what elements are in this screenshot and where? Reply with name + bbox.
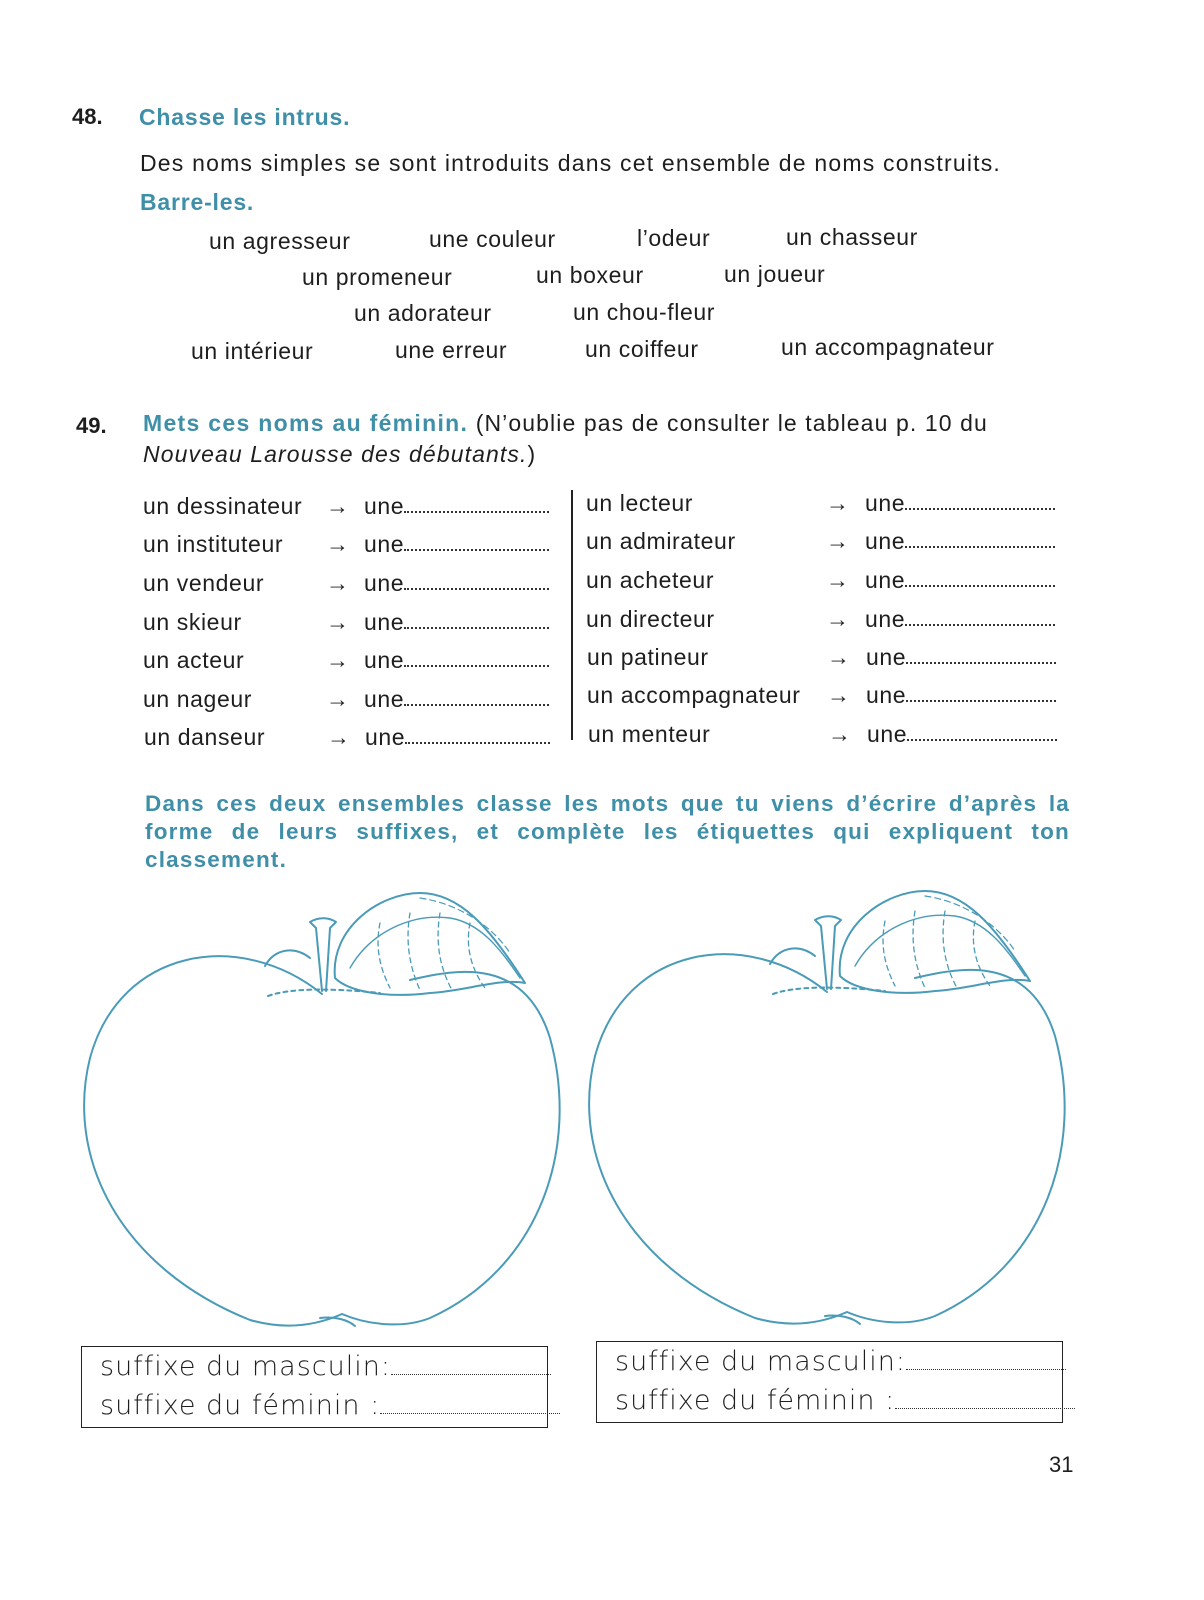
answer-blank[interactable]	[364, 647, 404, 674]
masculine-noun: un patineur	[587, 644, 709, 670]
feminine-suffix-line[interactable]	[100, 1390, 560, 1421]
exercise-49-heading	[143, 408, 1068, 470]
blank-prefix: une	[364, 570, 405, 596]
arrow-icon: →	[827, 682, 851, 708]
word-item[interactable]: un joueur	[724, 261, 826, 287]
feminine-suffix-line[interactable]	[615, 1385, 1075, 1416]
classification-instruction: Dans ces deux ensembles classe les mots que tu viens d’écrire d’après la forme de leurs suffixes, et complète les étiquettes qui expliquent ton classement.	[145, 791, 1070, 872]
word-item[interactable]: un coiffeur	[585, 336, 699, 362]
masculine-noun: un acheteur	[586, 567, 715, 593]
answer-blank[interactable]	[865, 528, 905, 555]
word-item[interactable]: une erreur	[395, 337, 508, 363]
masculine-noun: un lecteur	[586, 490, 694, 516]
apple-drawing-left[interactable]	[80, 888, 565, 1338]
answer-blank[interactable]	[865, 567, 905, 594]
word-item[interactable]: un accompagnateur	[781, 334, 995, 360]
dotted-line	[895, 1388, 1075, 1409]
answer-blank[interactable]	[866, 682, 906, 709]
masculine-noun: un danseur	[144, 724, 266, 750]
word-item[interactable]: un boxeur	[536, 262, 644, 288]
arrow-icon: →	[826, 567, 850, 593]
feminine-suffix-label: suffixe du féminin :	[100, 1390, 381, 1421]
arrow-icon: →	[826, 528, 850, 554]
answer-blank[interactable]	[364, 609, 404, 636]
dotted-line	[905, 567, 1055, 587]
exercise-48-sub-instruction: Barre-les.	[140, 189, 255, 215]
masculine-suffix-line[interactable]	[615, 1346, 1066, 1377]
arrow-icon: →	[326, 493, 350, 519]
dotted-line	[906, 644, 1056, 664]
dotted-line	[907, 721, 1057, 741]
dotted-line	[906, 682, 1056, 702]
blank-prefix: une	[365, 724, 406, 750]
masculine-noun: un skieur	[143, 609, 242, 635]
blank-prefix: une	[865, 567, 906, 593]
answer-blank[interactable]	[364, 493, 404, 520]
word-item[interactable]: un adorateur	[354, 300, 492, 326]
word-item[interactable]: un agresseur	[209, 228, 351, 254]
dotted-line	[906, 1349, 1066, 1370]
word-item[interactable]: un chou-fleur	[573, 299, 716, 325]
arrow-icon: →	[826, 606, 850, 632]
arrow-icon: →	[826, 490, 850, 516]
dotted-line	[404, 647, 549, 667]
blank-prefix: une	[364, 531, 405, 557]
dotted-line	[404, 570, 549, 590]
exercise-48-title: Chasse les intrus.	[139, 104, 351, 130]
answer-blank[interactable]	[365, 724, 405, 751]
dotted-line	[404, 531, 549, 551]
arrow-icon: →	[827, 644, 851, 670]
word-item[interactable]: un chasseur	[786, 224, 918, 250]
dotted-line	[405, 724, 550, 744]
suffix-label-right	[596, 1341, 1063, 1423]
word-item[interactable]: l’odeur	[637, 225, 711, 251]
blank-prefix: une	[866, 644, 907, 670]
arrow-icon: →	[326, 609, 350, 635]
masculine-noun: un instituteur	[143, 531, 284, 557]
blank-prefix: une	[867, 721, 908, 747]
word-item[interactable]: une couleur	[429, 226, 556, 252]
blank-prefix: une	[865, 528, 906, 554]
masculine-noun: un accompagnateur	[587, 682, 801, 708]
dotted-line	[391, 1354, 551, 1375]
answer-blank[interactable]	[866, 644, 906, 671]
exercise-48-instruction: Des noms simples se sont introduits dans cet ensemble de noms construits.	[140, 150, 1002, 176]
exercise-49-number: 49.	[76, 413, 107, 438]
exercise-49-title: Mets ces noms au féminin.	[143, 410, 469, 436]
answer-blank[interactable]	[364, 686, 404, 713]
arrow-icon: →	[326, 570, 350, 596]
suffix-label-left	[81, 1346, 548, 1428]
blank-prefix: une	[364, 686, 405, 712]
blank-prefix: une	[364, 647, 405, 673]
masculine-noun: un directeur	[586, 606, 715, 632]
masculine-noun: un menteur	[588, 721, 711, 747]
apple-drawing-right[interactable]	[585, 886, 1070, 1336]
arrow-icon: →	[326, 531, 350, 557]
exercise-49-note: (N’oublie pas de consulter le tableau p. 10 du	[475, 410, 988, 436]
answer-blank[interactable]	[865, 490, 905, 517]
arrow-icon: →	[326, 686, 350, 712]
masculine-noun: un nageur	[143, 686, 252, 712]
dotted-line	[905, 490, 1055, 510]
masculine-noun: un admirateur	[586, 528, 736, 554]
word-item[interactable]: un promeneur	[302, 264, 453, 290]
arrow-icon: →	[326, 647, 350, 673]
exercise-48-number: 48.	[72, 104, 103, 129]
arrow-icon: →	[828, 721, 852, 747]
page-number: 31	[1049, 1452, 1074, 1477]
feminine-suffix-label: suffixe du féminin :	[615, 1385, 896, 1416]
dotted-line	[905, 528, 1055, 548]
masculine-noun: un vendeur	[143, 570, 265, 596]
dictionary-title: Nouveau Larousse des débutants.	[143, 441, 528, 467]
masculine-noun: un dessinateur	[143, 493, 303, 519]
arrow-icon: →	[327, 724, 351, 750]
blank-prefix: une	[364, 609, 405, 635]
answer-blank[interactable]	[867, 721, 907, 748]
dotted-line	[404, 609, 549, 629]
blank-prefix: une	[865, 490, 906, 516]
blank-prefix: une	[364, 493, 405, 519]
dotted-line	[404, 686, 549, 706]
answer-blank[interactable]	[865, 606, 905, 633]
answer-blank[interactable]	[364, 570, 404, 597]
masculine-noun: un acteur	[143, 647, 245, 673]
answer-blank[interactable]	[364, 531, 404, 558]
note-close-paren: )	[527, 441, 537, 467]
dotted-line	[380, 1393, 560, 1414]
masculine-suffix-label: suffixe du masculin:	[615, 1346, 906, 1377]
column-divider	[571, 490, 573, 740]
blank-prefix: une	[865, 606, 906, 632]
dotted-line	[404, 493, 549, 513]
word-item[interactable]: un intérieur	[191, 338, 314, 364]
dotted-line	[905, 606, 1055, 626]
masculine-suffix-label: suffixe du masculin:	[100, 1351, 391, 1382]
blank-prefix: une	[866, 682, 907, 708]
masculine-suffix-line[interactable]	[100, 1351, 551, 1382]
